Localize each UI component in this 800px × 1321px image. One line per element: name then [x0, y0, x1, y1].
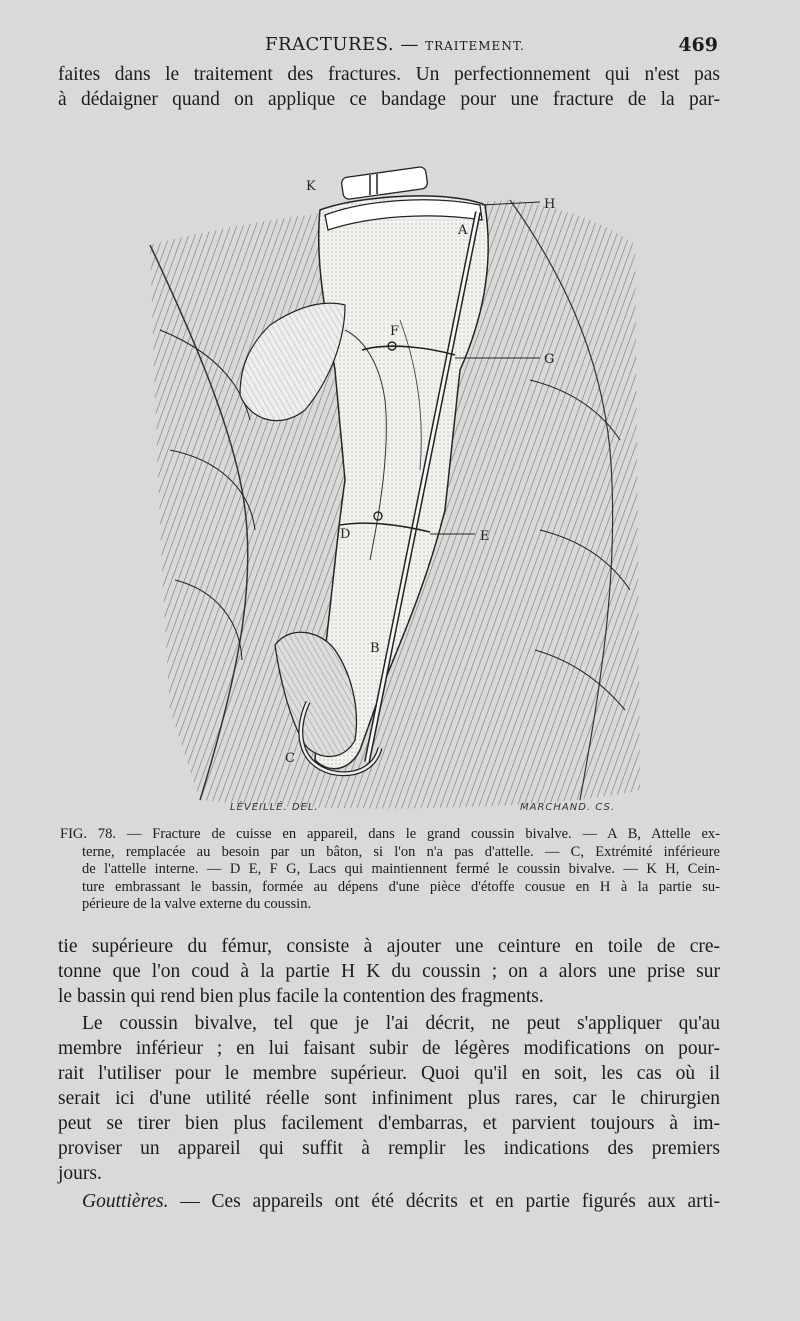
figure-label-e: E	[480, 529, 490, 544]
running-title	[265, 34, 525, 55]
running-header	[0, 34, 800, 64]
body-paragraph-2	[58, 1011, 720, 1186]
figure-label-b: B	[370, 641, 380, 656]
figure-label-g: G	[544, 352, 555, 367]
body-paragraph-3	[58, 1189, 720, 1214]
figure-label-h: H	[544, 197, 556, 212]
caption-line: terne, remplacée au besoin par un bâton, si l'on n'a pas d'attelle. — C, Extrémité inférieure	[82, 843, 720, 860]
text-line: membre inférieur ; en lui faisant subir de légères modifications on pour-	[58, 1038, 720, 1059]
header-title: FRACTURES.	[265, 34, 395, 55]
section-term: Gouttières.	[82, 1191, 169, 1212]
body-paragraph-1	[58, 934, 720, 1009]
intro-paragraph	[58, 62, 720, 112]
text-line: proviser un appareil qui suffit à remplir les indications des premiers	[58, 1138, 720, 1159]
text-line: serait ici d'une utilité réelle sont infiniment plus rares, car le chirurgien	[58, 1088, 720, 1109]
text-line	[58, 1189, 720, 1214]
caption-line: périeure de la valve externe du coussin.	[82, 896, 312, 912]
page-number: 469	[678, 34, 718, 56]
figure-label-f: F	[390, 324, 400, 339]
text-line: Le coussin bivalve, tel que je l'ai décrit, ne peut s'appliquer qu'au	[82, 1013, 720, 1034]
engraving	[130, 150, 650, 818]
text-line: peut se tirer bien plus facilement d'embarras, et parvient toujours à im-	[58, 1113, 720, 1134]
text-line: le bassin qui rend bien plus facile la contention des fragments.	[58, 986, 544, 1007]
text-line: à dédaigner quand on applique ce bandage pour une fracture de la par-	[58, 89, 720, 110]
text-line: jours.	[58, 1163, 102, 1184]
illustrator-credit: LÉVEILLÉ. DEL.	[230, 802, 319, 813]
text-line: tonne que l'on coud à la partie H K du coussin ; on a alors une prise sur	[58, 961, 720, 982]
figure-label-k: K	[306, 179, 316, 194]
engraver-credit: MARCHAND. CS.	[520, 802, 615, 813]
figure-label-c: C	[285, 751, 295, 766]
figure-78-illustration	[130, 150, 650, 818]
text-line: faites dans le traitement des fractures. Un perfectionnement qui n'est pas	[58, 64, 720, 85]
text-line: rait l'utiliser pour le membre supérieur. Quoi qu'il en soit, les cas où il	[58, 1063, 720, 1084]
text-line: tie supérieure du fémur, consiste à ajouter une ceinture en toile de cre-	[58, 936, 720, 957]
caption-line: FIG. 78. — Fracture de cuisse en appareil, dans le grand coussin bivalve. — A B, Attelle ex-	[60, 826, 720, 842]
header-subtitle: TRAITEMENT.	[425, 39, 525, 53]
caption-line: ture embrassant le bassin, formée au dépens d'une pièce d'étoffe cousue en H à la partie su-	[82, 878, 720, 895]
figure-caption	[60, 826, 720, 914]
section-text: — Ces appareils ont été décrits et en partie figurés aux arti-	[168, 1191, 720, 1212]
figure-label-d: D	[340, 527, 351, 542]
figure-label-a: A	[458, 223, 468, 238]
header-dash: —	[400, 34, 419, 55]
caption-line: de l'attelle interne. — D E, F G, Lacs qui maintiennent fermé le coussin bivalve. — K H, Cein-	[82, 861, 720, 877]
